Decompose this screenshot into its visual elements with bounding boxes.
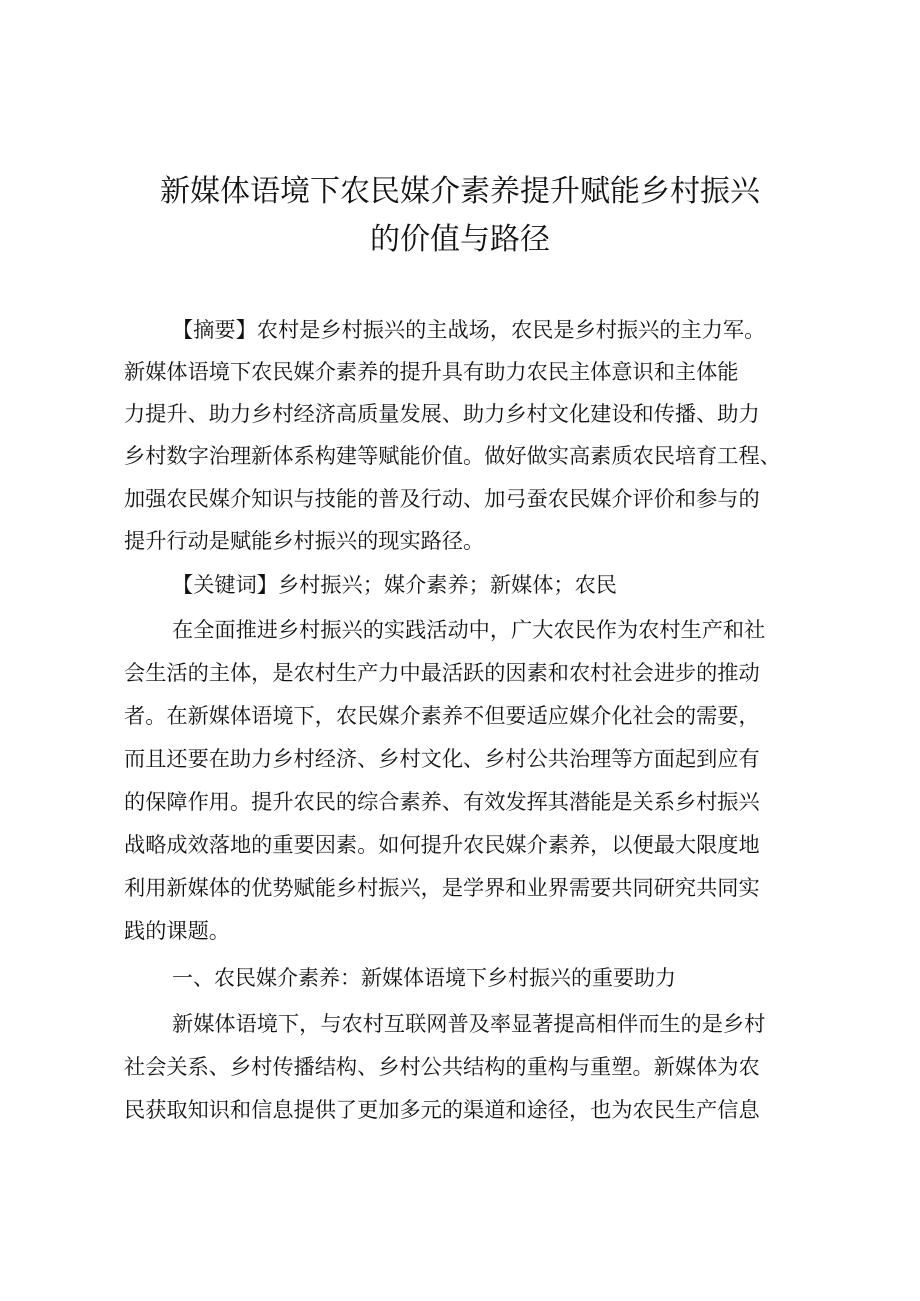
intro-line: 在全面推进乡村振兴的实践活动中，广大农民作为农村生产和社: [172, 617, 766, 642]
document-title-line-2: 的价值与路径: [370, 222, 550, 257]
section-heading: 一、农民媒介素养：新媒体语境下乡村振兴的重要助力: [172, 966, 676, 990]
abstract-line: 新媒体语境下农民媒介素养的提升具有助力农民主体意识和主体能: [124, 359, 739, 384]
section-body-line: 新媒体语境下，与农村互联网普及率显著提高相伴而生的是乡村: [172, 1011, 766, 1036]
intro-line: 会生活的主体，是农村生产力中最活跃的因素和农村社会进步的推动: [124, 660, 760, 685]
section-body-line: 社会关系、乡村传播结构、乡村公共结构的重构与重塑。新媒体为农: [124, 1054, 760, 1079]
abstract-line: 乡村数字治理新体系构建等赋能价值。做好做实高素质农民培育工程、: [124, 443, 781, 468]
intro-line: 而且还要在助力乡村经济、乡村文化、乡村公共治理等方面起到应有: [124, 746, 760, 771]
abstract-line: 【摘要】农村是乡村振兴的主战场，农民是乡村振兴的主力军。: [172, 317, 766, 342]
intro-line: 践的课题。: [124, 918, 230, 943]
intro-line: 战略成效落地的重要因素。如何提升农民媒介素养，以便最大限度地: [124, 832, 760, 857]
section-body-line: 民获取知识和信息提供了更加多元的渠道和途径，也为农民生产信息: [124, 1097, 760, 1122]
intro-line: 的保障作用。提升农民的综合素养、有效发挥其潜能是关系乡村振兴: [124, 789, 760, 814]
abstract-line: 力提升、助力乡村经济高质量发展、助力乡村文化建设和传播、助力: [124, 401, 760, 426]
abstract-line: 加强农民媒介知识与技能的普及行动、加弓蚕农民媒介评价和参与的: [124, 486, 760, 511]
abstract-line: 提升行动是赋能乡村振兴的现实路径。: [124, 528, 485, 553]
document-title-line-1: 新媒体语境下农民媒介素养提升赋能乡村振兴: [160, 174, 760, 209]
keywords-line: 【关键词】乡村振兴；媒介素养；新媒体；农民: [172, 572, 617, 597]
intro-line: 者。在新媒体语境下，农民媒介素养不但要适应媒介化社会的需要，: [124, 703, 760, 728]
intro-line: 利用新媒体的优势赋能乡村振兴，是学界和业界需要共同研究共同实: [124, 875, 760, 900]
